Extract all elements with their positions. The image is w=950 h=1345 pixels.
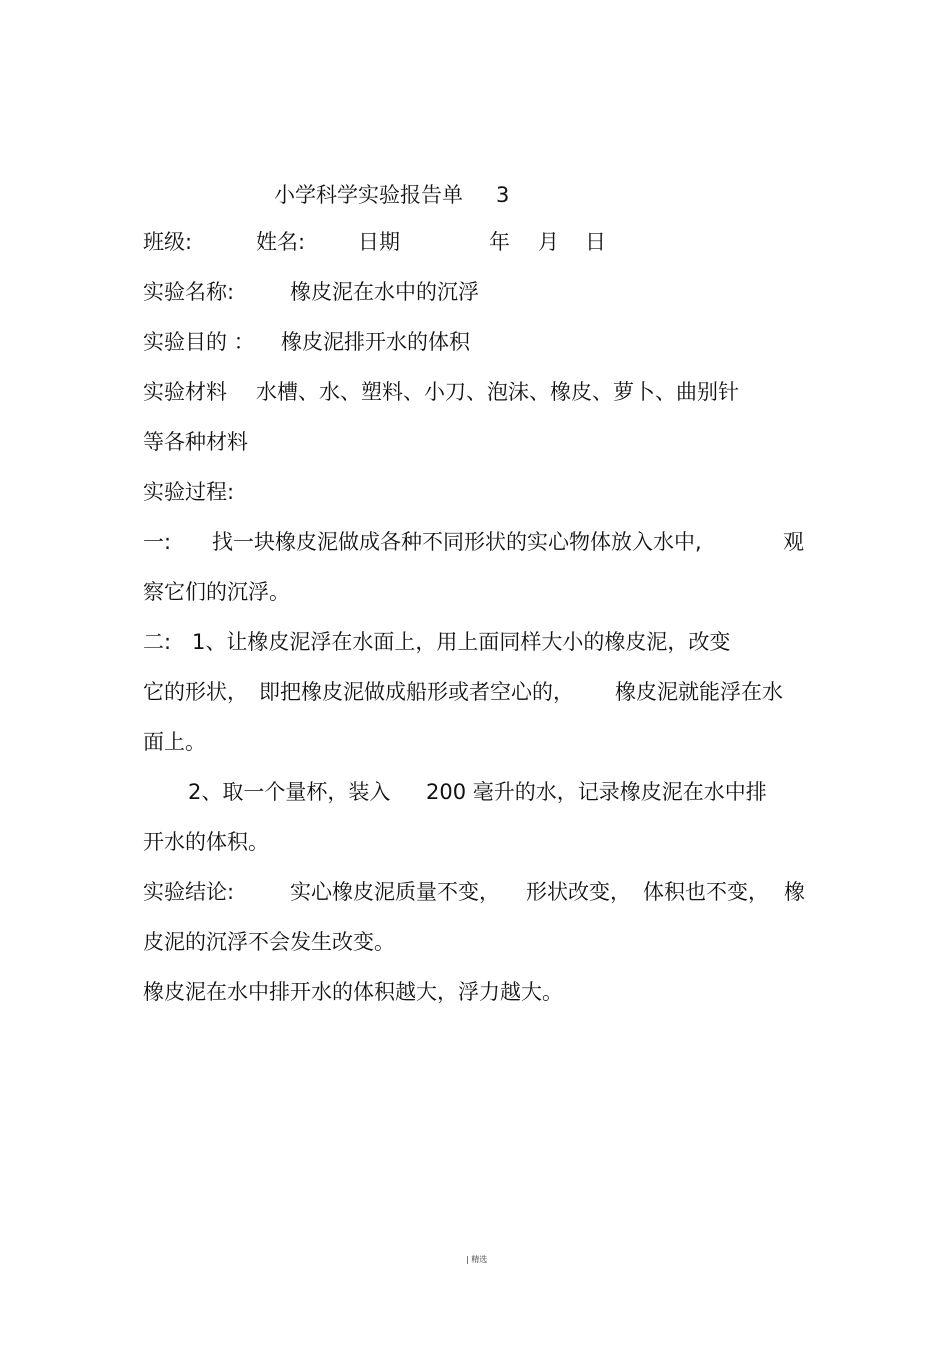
class-label: 班级:	[143, 230, 193, 254]
conclusion-text-a: 实心橡皮泥质量不变，	[290, 880, 500, 904]
step1-text-b: 观	[783, 530, 804, 554]
conclusion-label: 实验结论:	[143, 880, 235, 904]
step3-text-a: 2、取一个量杯，装入	[188, 780, 391, 804]
name-label: 姓名:	[256, 230, 306, 254]
step3-text-line2: 开水的体积。	[143, 830, 269, 854]
conclusion-text-line2: 皮泥的沉浮不会发生改变。	[143, 930, 395, 954]
materials-value: 水槽、水、塑料、小刀、泡沫、橡皮、萝卜、曲别针	[256, 380, 739, 404]
month-label: 月	[538, 230, 559, 254]
experiment-name-label: 实验名称:	[143, 280, 235, 304]
experiment-name-value: 橡皮泥在水中的沉浮	[290, 280, 479, 304]
step1-text-line2: 察它们的沉浮。	[143, 580, 290, 604]
purpose-label: 实验目的 ：	[143, 330, 255, 354]
step2-text-c: 橡皮泥就能浮在水	[615, 680, 783, 704]
date-label: 日期	[358, 230, 400, 254]
conclusion-text-line3: 橡皮泥在水中排开水的体积越大，浮力越大。	[143, 980, 563, 1004]
step2-text-line3: 面上。	[143, 730, 206, 754]
step1-text-a: 找一块橡皮泥做成各种不同形状的实心物体放入水中,	[212, 530, 702, 554]
materials-label: 实验材料	[143, 380, 227, 404]
conclusion-text-d: 橡	[784, 880, 805, 904]
purpose-value: 橡皮泥排开水的体积	[281, 330, 470, 354]
step2-text-a: 它的形状，	[143, 680, 248, 704]
conclusion-text-c: 体积也不变，	[643, 880, 769, 904]
year-label: 年	[489, 230, 510, 254]
conclusion-text-b: 形状改变，	[526, 880, 631, 904]
materials-value-line2: 等各种材料	[143, 430, 248, 454]
process-label: 实验过程:	[143, 480, 235, 504]
title-text: 小学科学实验报告单	[274, 183, 463, 207]
step2-text-line1: 1、让橡皮泥浮在水面上，用上面同样大小的橡皮泥，改变	[192, 630, 731, 654]
page-footer: | 精选	[466, 1255, 488, 1264]
step2-text-b: 即把橡皮泥做成船形或者空心的，	[259, 680, 574, 704]
step1-marker: 一:	[143, 530, 172, 554]
step3-text-b: 200 毫升的水，记录橡皮泥在水中排	[426, 780, 767, 804]
step2-marker: 二:	[143, 630, 172, 654]
title-number: 3	[496, 183, 510, 207]
day-label: 日	[585, 230, 606, 254]
